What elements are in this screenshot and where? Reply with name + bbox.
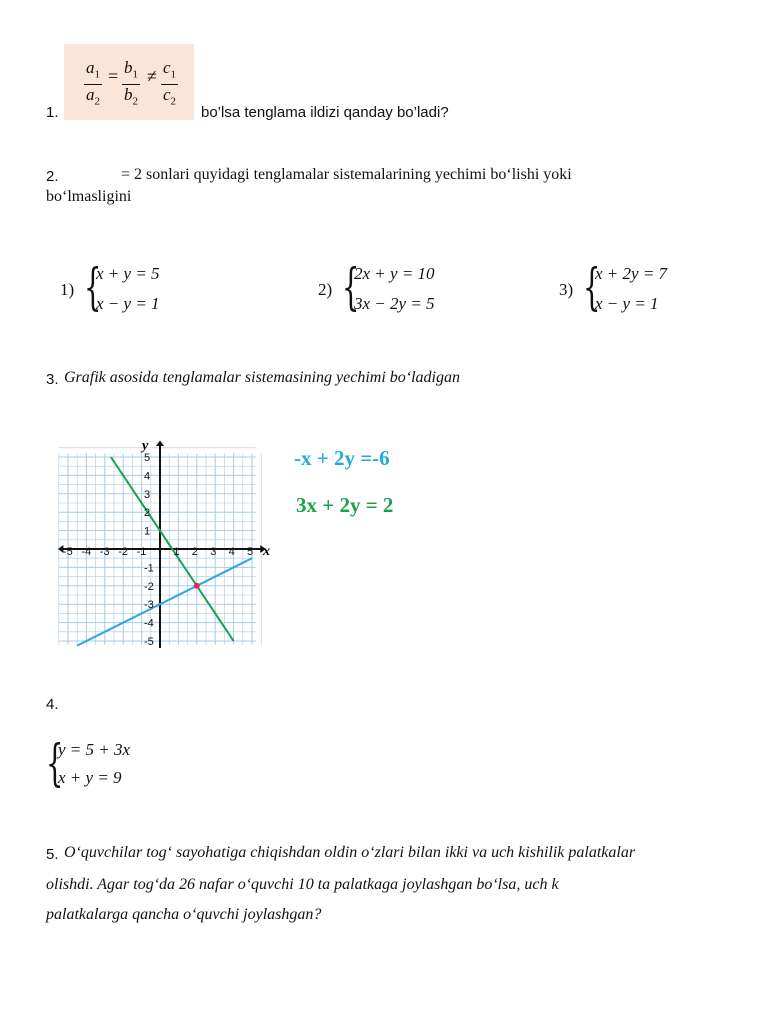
intersection-point — [194, 583, 200, 589]
system-4-eq2: x + y = 9 — [58, 768, 122, 787]
question-5-line1: O‘quvchilar tog‘ sayohatiga chiqishdan oldin o‘zlari bilan ikki va uch kishilik palatkalar — [64, 844, 636, 861]
system-2-label: 2) — [318, 280, 333, 299]
y-tick-label: -2 — [144, 580, 154, 593]
question-2-number: 2. — [46, 168, 59, 185]
x-axis-label: x — [263, 544, 271, 559]
equals-sign: = — [108, 66, 119, 86]
question-2-line1: = 2 sonlari quyidagi tenglamalar sistemalarining yechimi bo‘lishi yoki — [121, 166, 572, 183]
system-3-brace: { — [583, 258, 601, 316]
question-2-line2: bo‘lmasligini — [46, 188, 132, 205]
y-tick-label: 3 — [144, 488, 151, 501]
question-1-number: 1. — [46, 104, 59, 121]
system-1-eq1: x + y = 5 — [96, 264, 160, 283]
not-equals-sign: ≠ — [147, 66, 157, 86]
axes — [58, 440, 266, 648]
question-3-number: 3. — [46, 371, 59, 388]
system-1-label: 1) — [60, 280, 75, 299]
system-4-brace: { — [46, 734, 64, 792]
y-axis-arrow-icon — [156, 440, 164, 446]
y-tick-label: 1 — [144, 525, 151, 538]
question-1-text: bo’lsa tenglama ildizi qanday bo’ladi? — [201, 104, 449, 121]
system-3-label: 3) — [559, 280, 574, 299]
system-1-brace: { — [84, 258, 102, 316]
y-tick-label: 2 — [144, 507, 151, 520]
fraction-condition-box — [64, 44, 194, 120]
question-5-line3: palatkalarga qancha o‘quvchi joylashgan? — [46, 906, 322, 923]
system-2-brace: { — [342, 258, 360, 316]
x-tick-label: 3 — [210, 546, 217, 558]
y-tick-label: -3 — [144, 599, 154, 612]
x-tick-label: 4 — [228, 546, 235, 558]
coordinate-graph — [44, 418, 284, 648]
x-tick-label: 5 — [247, 546, 254, 558]
fraction-a: $\frac{a_1}{a_2}$ — [86, 58, 100, 108]
question-3-text: Grafik asosida tenglamalar sistemasining yechimi bo‘ladigan — [64, 369, 460, 386]
x-tick-label: -3 — [99, 546, 110, 558]
y-tick-label: 5 — [144, 452, 151, 464]
question-4-number: 4. — [46, 696, 59, 713]
fraction-c: $\frac{c_1}{c_2}$ — [163, 58, 177, 108]
system-3-eq1: x + 2y = 7 — [595, 264, 668, 283]
series-line-1 — [77, 558, 252, 645]
x-tick-label: -4 — [81, 546, 92, 558]
question-5-line2: olishdi. Agar tog‘da 26 nafar o‘quvchi 10 ta palatkaga joylashgan bo‘lsa, uch k — [46, 876, 559, 893]
x-tick-label: -2 — [118, 546, 128, 558]
x-tick-label: -5 — [63, 546, 73, 558]
fraction-b: $\frac{b_1}{b_2}$ — [124, 58, 138, 108]
x-tick-label: -1 — [136, 546, 147, 558]
x-tick-label: 2 — [191, 546, 198, 558]
x-tick-label: 1 — [173, 546, 180, 558]
system-1-eq2: x − y = 1 — [96, 294, 160, 313]
equation-green-line: 3x + 2y = 2 — [296, 493, 394, 517]
y-tick-label: -1 — [144, 562, 154, 575]
y-axis-label: y — [142, 438, 149, 454]
y-tick-label: 4 — [144, 470, 151, 483]
question-5-number: 5. — [46, 846, 59, 863]
system-2-eq1: 2x + y = 10 — [354, 264, 435, 283]
y-tick-label: -5 — [144, 636, 154, 648]
y-tick-label: -4 — [144, 617, 154, 630]
system-4-eq1: y = 5 + 3x — [58, 740, 131, 759]
system-3-eq2: x − y = 1 — [595, 294, 659, 313]
equation-blue-line: -x + 2y =-6 — [294, 446, 390, 470]
system-2-eq2: 3x − 2y = 5 — [354, 294, 435, 313]
